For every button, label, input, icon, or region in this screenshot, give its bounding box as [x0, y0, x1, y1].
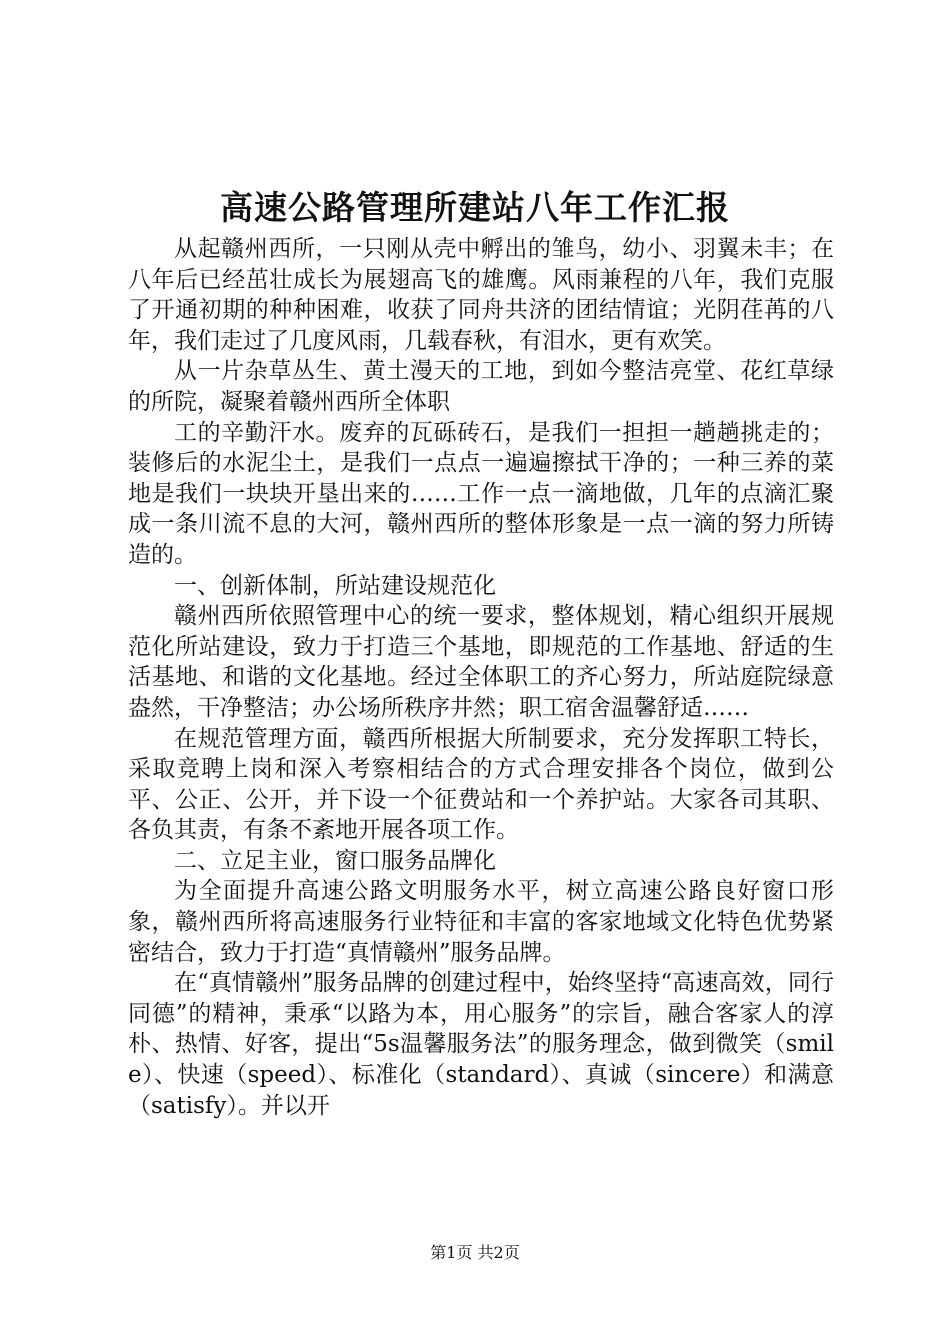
paragraph-service-brand: 为全面提升高速公路文明服务水平，树立高速公路良好窗口形象，赣州西所将高速服务行业特征和丰富的客家地域文化特色优势紧密结合，致力于打造“真情赣州”服务品牌。: [128, 878, 834, 966]
document-title: 高速公路管理所建站八年工作汇报: [220, 188, 730, 227]
paragraph-intro: 从起赣州西所，一只刚从壳中孵出的雏鸟，幼小、羽翼未丰；在八年后已经茁壮成长为展翅高飞的雄鹰。风雨兼程的八年，我们克服了开通初期的种种困难，收获了同舟共济的团结情谊；光阴荏苒的八年，我们走过了几度风雨，几载春秋，有泪水，更有欢笑。: [128, 236, 834, 354]
section-heading-1: 一、创新体制，所站建设规范化: [174, 572, 496, 599]
paragraph-worksite: 从一片杂草丛生、黄土漫天的工地，到如今整洁亮堂、花红草绿的所院，凝聚着赣州西所全体职: [128, 358, 834, 415]
paragraph-5s-service: 在“真情赣州”服务品牌的创建过程中，始终坚持“高速高效，同行同德”的精神，秉承“以路为本，用心服务”的宗旨，融合客家人的淳朴、热情、好客，提出“5s温馨服务法”的服务理念，做到微笑（smile）、快速（speed）、标准化（standard）、真诚（sincere）和满意（satisfy）。并以开: [128, 970, 834, 1119]
page-number-footer: 第1页 共2页: [430, 1243, 520, 1262]
paragraph-sweat: 工的辛勤汗水。废弃的瓦砾砖石，是我们一担担一趟趟挑走的；装修后的水泥尘土，是我们一点点一遍遍擦拭干净的；一种三养的菜地是我们一块块开垦出来的……工作一点一滴地做，几年的点滴汇聚成一条川流不息的大河，赣州西所的整体形象是一点一滴的努力所铸造的。: [128, 419, 834, 568]
document-body: [128, 234, 834, 1121]
paragraph-standardization: 赣州西所依照管理中心的统一要求，整体规划，精心组织开展规范化所站建设，致力于打造三个基地，即规范的工作基地、舒适的生活基地、和谐的文化基地。经过全体职工的齐心努力，所站庭院绿意盎然，干净整洁；办公场所秩序井然；职工宿舍温馨舒适……: [128, 603, 834, 721]
section-heading-2: 二、立足主业，窗口服务品牌化: [174, 847, 496, 874]
paragraph-management: 在规范管理方面，赣西所根据大所制要求，充分发挥职工特长，采取竞聘上岗和深入考察相结合的方式合理安排各个岗位，做到公平、公正、公开，并下设一个征费站和一个养护站。大家各司其职、各负其责，有条不紊地开展各项工作。: [128, 725, 834, 844]
